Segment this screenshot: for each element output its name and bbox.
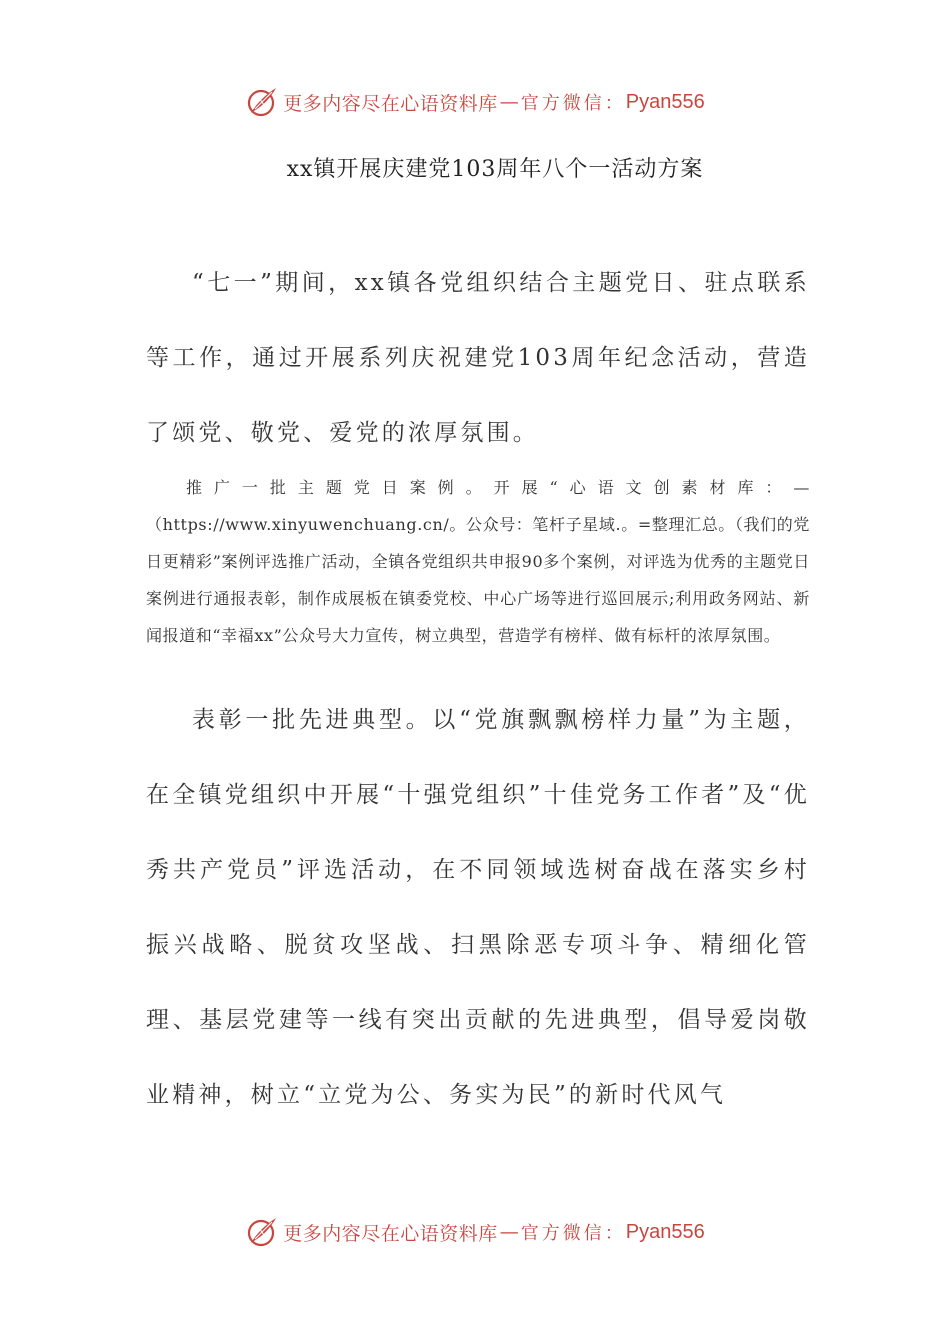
theme-day-cases-paragraph: 推广一批主题党日案例。开展“心语文创素材库：—（https://www.xinyuwenchuang.cn/。公众号：笔杆子星域.。=整理汇总。（我们的党日更精彩”案例评选推广活动，全镇各党组织共申报90多个案例，对评选为优秀的主题党日案例进行通报表彰，制作成展板在镇委党校、中心广场等进行巡回展示;利用政务网站、新闻报道和“幸福xx”公众号大力宣传，树立典型，营造学有榜样、做有标杆的浓厚氛围。 [146, 478, 810, 645]
advanced-models-paragraph: 表彰一批先进典型。以“党旗飘飘榜样力量”为主题，在全镇党组织中开展“十强党组织”十佳党务工作者”及“优秀共产党员”评选活动，在不同领域选树奋战在落实乡村振兴战略、脱贫攻坚战、扫黑除恶专项斗争、精细化管理、基层党建等一线有突出贡献的先进典型，倡导爱岗敬业精神，树立“立党为公、务实为民”的新时代风气 [146, 707, 810, 1108]
header-banner [0, 82, 950, 122]
footer-banner [0, 1212, 950, 1252]
quill-pen-logo-icon [245, 85, 279, 119]
quill-pen-logo-icon [245, 1215, 279, 1249]
header-dash: — [499, 91, 519, 113]
header-official-label: 官方微信： [520, 93, 626, 114]
header-brand-text: 更多内容尽在心语资料库 [283, 92, 498, 115]
intro-paragraph: “七一”期间，xx镇各党组织结合主题党日、驻点联系等工作，通过开展系列庆祝建党103周年纪念活动，营造了颂党、敬党、爱党的浓厚氛围。 [146, 270, 810, 446]
footer-brand-text: 更多内容尽在心语资料库 [283, 1222, 498, 1245]
footer-dash: — [499, 1221, 519, 1243]
header-wechat-id: Pyan556 [625, 90, 705, 113]
footer-wechat-id: Pyan556 [625, 1220, 705, 1243]
document-title: xx镇开展庆建党103周年八个一活动方案 [286, 157, 704, 182]
footer-official-label: 官方微信： [520, 1223, 626, 1244]
